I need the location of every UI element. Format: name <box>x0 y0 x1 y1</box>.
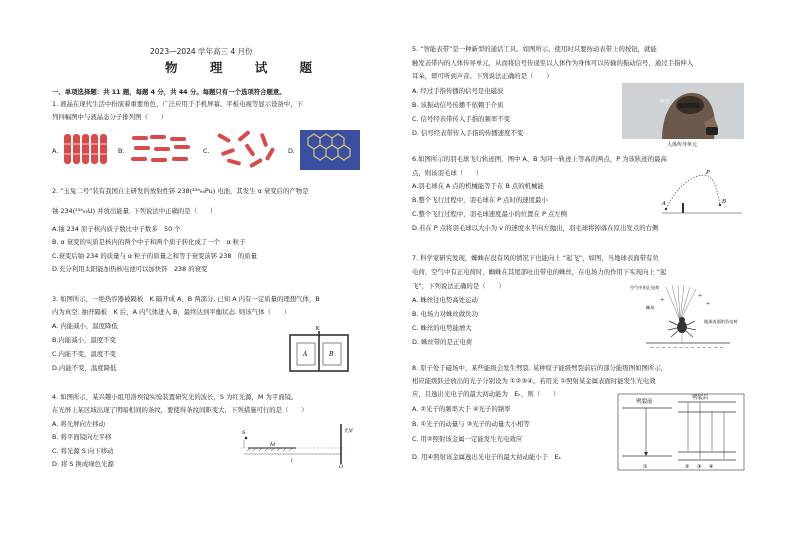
q8-opt-c: C. 用②照射该金属一定能发生光电效应 <box>412 435 523 443</box>
q5-label-sound: 声音 <box>660 99 671 105</box>
q5-line3: 耳朵，即可听到声音。下列说法正确的是（ ） <box>412 72 553 80</box>
q5-caption: 人体传导单元 <box>666 142 698 148</box>
q4-opt-d: D. 将 S 换成绿色光源 <box>52 460 114 468</box>
q3-line2: 内为真空. 抽开隔板 K 后，A 内气体进入 B，最终达到平衡状态. 则该气体（ ） <box>52 308 291 316</box>
q7-label-air: 空气中的正电荷 <box>630 285 660 290</box>
q3-label-b: B <box>329 351 334 358</box>
q4-opt-b: B. 将平面镜向左平移 <box>52 433 112 441</box>
q6-label-p: P <box>706 170 710 176</box>
q6-label-b: B <box>722 199 727 205</box>
q3-container-figure <box>288 325 352 373</box>
q8-label-1: ① <box>643 464 648 470</box>
svg-text:+: + <box>698 293 703 299</box>
q2-opt-b: B. α 衰变的实质是核内的两个中子和两个质子转化成了一个 α 粒子 <box>52 238 246 246</box>
q5-opt-b: B. 该振动信号传播不依赖于介质 <box>412 101 504 109</box>
q7-opt-d: D. 蛛丝带的是正电荷 <box>412 338 473 346</box>
q4-lloyd-mirror-figure <box>236 420 356 470</box>
q5-opt-a: A. 经过手指传播的信号是电磁波 <box>412 87 504 95</box>
q8-line2: 相应能级跃迁放出的光子分别设为 ①②③④。若用光 ①照射某金属表面时能发生光电效 <box>412 377 656 385</box>
q8-line3: 应，且逸出光电子的最大初动能为 Eₖ，则（ ） <box>412 390 560 398</box>
q8-label-before: 劈裂前 <box>636 399 653 405</box>
q8-opt-d: D. 用④照射该金属逸出光电子的最大初动能小于 Eₖ <box>412 453 562 461</box>
q1-figure-a <box>62 130 112 170</box>
q6-line2: 点，则该羽毛球（ ） <box>412 169 483 177</box>
q8-label-4: ④ <box>709 464 714 470</box>
q3-label-a: A <box>303 351 308 358</box>
q6-opt-d: D.若在 P 点将羽毛球以大小为 v 的速度水平向左抛出，羽毛球将掉落在原出发点的右侧 <box>412 224 659 232</box>
svg-text:+: + <box>706 301 711 307</box>
q1-opt-a: A. <box>52 147 59 155</box>
q5-opt-d: D. 信号经表带传入手指的传播速度不变 <box>412 129 524 137</box>
q1-figure-b <box>128 130 198 170</box>
q7-line2: 电荷，空气中有正电荷时，蜘蛛在其尾部吐出带电的蛛丝，在电场力的作用下实现向上 “起 <box>412 268 667 276</box>
q3-opt-a: A. 内能减小，温度降低 <box>52 322 118 330</box>
q5-opt-c: C. 信号经表带传入手指的频率不变 <box>412 115 510 123</box>
q6-trajectory-figure <box>660 165 750 217</box>
q4-label-screen: 光屏 <box>344 429 353 434</box>
q5-line2: 触发表带内的人体传导单元，从而将信号传递至以人体作为身体可以传输的振动信号，通过手指伸入 <box>412 59 694 67</box>
section-heading: 一、单项选择题：共 11 题，每题 4 分，共 44 分。每题只有一个选项符合题意。 <box>52 88 286 96</box>
q8-energy-level-figure <box>616 392 746 472</box>
q2-opt-a: A.铀 234 原子核内质子数比中子数多 50 个 <box>52 225 181 233</box>
q8-label-after: 劈裂后 <box>692 395 709 401</box>
q8-label-2: ② <box>685 464 690 470</box>
q7-opt-c: C. 蛛丝的电势能增大 <box>412 324 472 332</box>
q4-line1: 4. 如图所示，某兴趣小组用洛埃镜实验装置研究光的波长，S 为红光源，M 为平面镜。 <box>52 393 298 401</box>
q1-opt-b: B. <box>118 147 125 155</box>
q6-line1: 6.如图所示的羽毛球飞行轨迹图，图中 A、B 为同一轨迹上等高的两点，P 为该轨迹的最高 <box>412 155 667 163</box>
q5-smart-strap-photo <box>622 83 744 147</box>
page-title: 物 理 试 题 <box>165 60 327 75</box>
q7-label-ground: 地球表面的负电荷 <box>704 319 738 324</box>
q2-line1: 2. “玉兔二号”装有我国自主研发的放射性钚 238(²³⁸₉₄Pu) 电池，其发生 α 衰变后的产物是 <box>52 187 309 195</box>
q3-opt-b: B.内能减小，温度不变 <box>52 336 116 344</box>
q8-label-3: ③ <box>697 464 702 470</box>
q2-opt-c: C.衰变后铀 234 的质量与 α 粒子的质量之和等于衰变前钚 238 的质量 <box>52 252 258 260</box>
q6-opt-a: A.羽毛球在 A 点的机械能等于在 B 点的机械能 <box>412 182 544 190</box>
q1-figure-d <box>298 128 362 172</box>
q8-line1: 8. 原子处于磁场中，某些能级会发生劈裂. 某种原子能级劈裂前后的部分能级图如图所示， <box>412 364 668 372</box>
q4-opt-a: A. 将光屏向左移动 <box>52 420 106 428</box>
q7-spider-figure <box>626 283 742 351</box>
q5-line1: 5. “智能表带”是一种新型的通话工具。如图所示，使用时只要按动表带上的按钮，就能 <box>412 45 657 53</box>
q8-opt-a: A. ②光子的频率大于 ④光子的频率 <box>412 405 511 413</box>
svg-text:+: + <box>660 297 665 303</box>
q4-label-l: l <box>291 458 293 464</box>
q8-opt-b: B. ①光子的动量与 ③光子的动量大小相等 <box>412 420 530 428</box>
q7-opt-b: B. 电场力对蛛丝做负功 <box>412 310 478 318</box>
q7-label-silk: 蛛丝 <box>646 305 655 310</box>
q1-figure-c <box>213 130 283 170</box>
q4-label-m: M <box>270 442 276 448</box>
svg-text:− − − − − − − − − − − − −: − − − − − − − − − − − − − <box>650 345 724 351</box>
q6-label-a: A <box>662 201 666 207</box>
q6-opt-c: C.整个飞行过程中，羽毛球速度最小的位置在 P 点左侧 <box>412 210 568 218</box>
q3-opt-d: D.内能不变，温度降低 <box>52 364 117 372</box>
q7-opt-a: A. 蛛丝往电势高处运动 <box>412 296 478 304</box>
q4-line2: 在光屏上某区域出现了明暗相间的条纹，要使得条纹间距变大，下列措施可行的是（ ） <box>52 406 308 414</box>
q1-opt-d: D. <box>288 147 295 155</box>
q1-opt-c: C. <box>203 147 210 155</box>
q1-line1: 1. 液晶在现代生活中扮演着重要角色，广泛应用于手机屏幕、平板电视等显示设备中，下 <box>52 100 303 108</box>
exam-term: 2023—2024 学年高三 4 月份 <box>150 47 253 56</box>
q2-opt-d: D.充分利用太阳能加热核电池可以加快钚 238 的衰变 <box>52 265 208 273</box>
q6-opt-b: B.整个飞行过程中，羽毛球在 P 点时的速度最小 <box>412 196 548 204</box>
q3-label-k: K <box>316 326 320 332</box>
q7-line3: 飞”，下列说法正确的是（ ） <box>412 282 505 290</box>
q1-line2: 列四幅图中与液晶态分子排列图（ ） <box>52 113 168 121</box>
q7-line1: 7. 科学家研究发现，蜘蛛在没有风的情况下也能向上 “起飞”，如图，当地球表面带有负 <box>412 254 659 262</box>
q2-line2: 铀 234(²³⁴₉₂U) 并放出能量. 下列说法中正确的是（ ） <box>52 207 217 215</box>
q3-line1: 3. 如图所示，一绝热容器被隔板 K 隔开成 A、B 两部分. 已知 A 内有一定质量的理想气体，B <box>52 295 320 303</box>
q4-label-o: O <box>339 464 344 470</box>
q4-opt-c: C. 将光源 S 向下移动 <box>52 447 114 455</box>
q3-opt-c: C.内能不变，温度不变 <box>52 350 117 358</box>
q4-label-s: S <box>242 430 246 436</box>
